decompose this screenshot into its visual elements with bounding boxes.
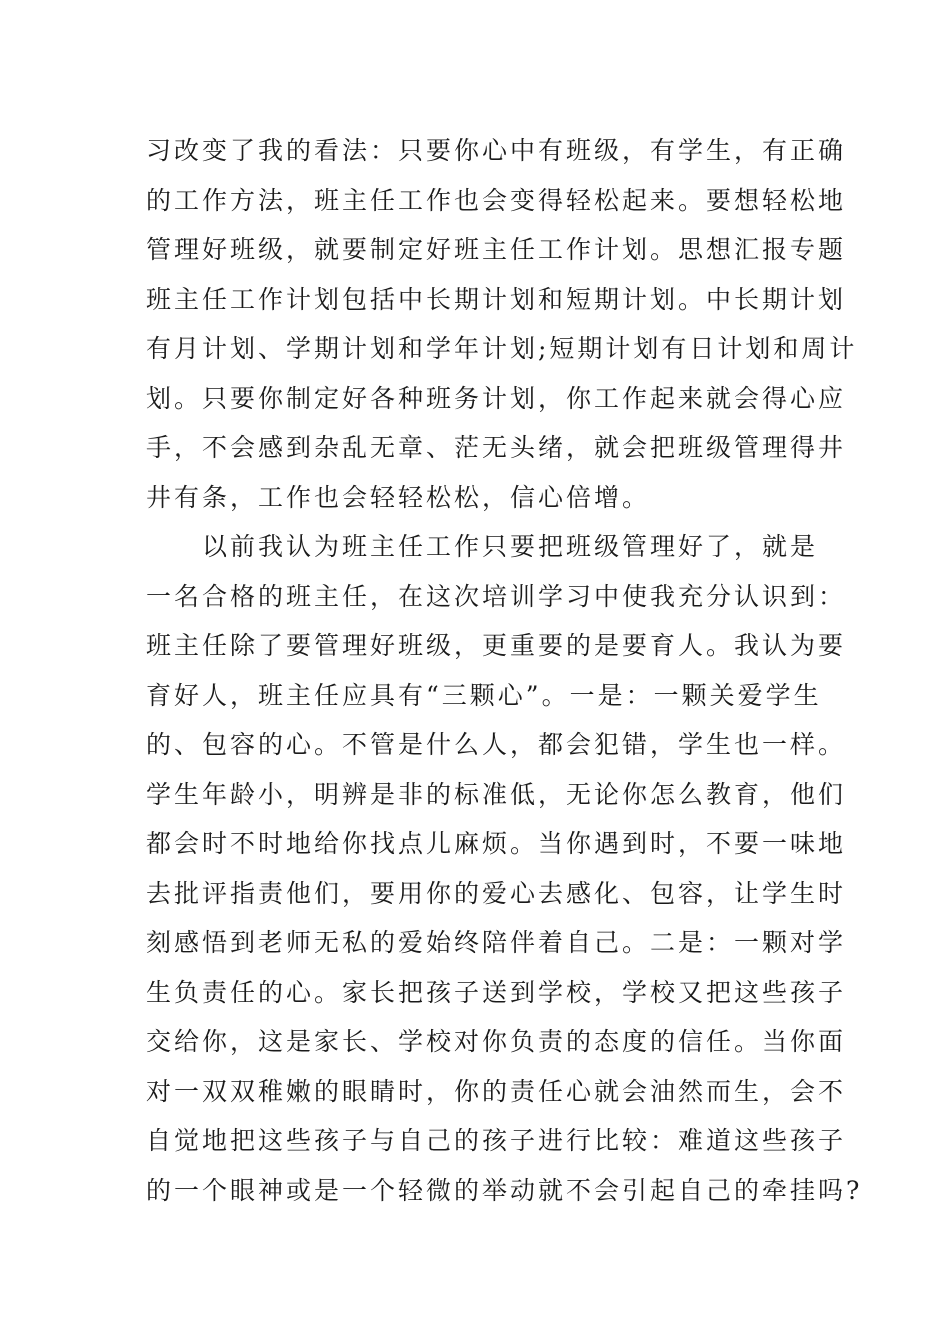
text-line: 习改变了我的看法：只要你心中有班级，有学生，有正确 [146, 136, 847, 165]
text-line: 去批评指责他们，要用你的爱心去感化、包容，让学生时 [146, 878, 847, 908]
text-line: 一名合格的班主任，在这次培训学习中使我充分认识到： [146, 581, 847, 611]
text-line: 划。只要你制定好各种班务计划，你工作起来就会得心应 [146, 383, 847, 413]
paragraph-2 [146, 522, 863, 1215]
text-line: 对一双双稚嫩的眼睛时，你的责任心就会油然而生，会不 [146, 1076, 847, 1106]
text-line: 育好人，班主任应具有“三颗心”。一是：一颗关爱学生 [146, 680, 822, 710]
text-line: 都会时不时地给你找点儿麻烦。当你遇到时，不要一味地 [146, 829, 847, 858]
text-line: 生负责任的心。家长把孩子送到学校，学校又把这些孩子 [146, 977, 847, 1007]
text-line: 的一个眼神或是一个轻微的举动就不会引起自己的牵挂吗? [146, 1175, 863, 1205]
paragraph-1 [146, 126, 858, 522]
text-line: 交给你，这是家长、学校对你负责的态度的信任。当你面 [146, 1027, 847, 1056]
text-line: 学生年龄小，明辨是非的标准低，无论你怎么教育，他们 [146, 779, 847, 809]
text-line: 班主任除了要管理好班级，更重要的是要育人。我认为要 [146, 631, 847, 660]
text-line: 管理好班级，就要制定好班主任工作计划。思想汇报专题 [146, 235, 847, 264]
text-line: 刻感悟到老师无私的爱始终陪伴着自己。二是：一颗对学 [146, 928, 847, 957]
text-line: 的、包容的心。不管是什么人，都会犯错，学生也一样。 [146, 730, 847, 759]
document-body [146, 126, 863, 1215]
text-line: 手，不会感到杂乱无章、茫无头绪，就会把班级管理得井 [146, 433, 847, 462]
text-line: 以前我认为班主任工作只要把班级管理好了，就是 [146, 532, 819, 561]
text-line: 班主任工作计划包括中长期计划和短期计划。中长期计划 [146, 284, 847, 314]
text-line: 井有条，工作也会轻轻松松，信心倍增。 [146, 482, 651, 512]
text-line: 自觉地把这些孩子与自己的孩子进行比较：难道这些孩子 [146, 1126, 847, 1155]
text-line: 的工作方法，班主任工作也会变得轻松起来。要想轻松地 [146, 185, 847, 215]
text-line: 有月计划、学期计划和学年计划;短期计划有日计划和周计 [146, 334, 858, 363]
